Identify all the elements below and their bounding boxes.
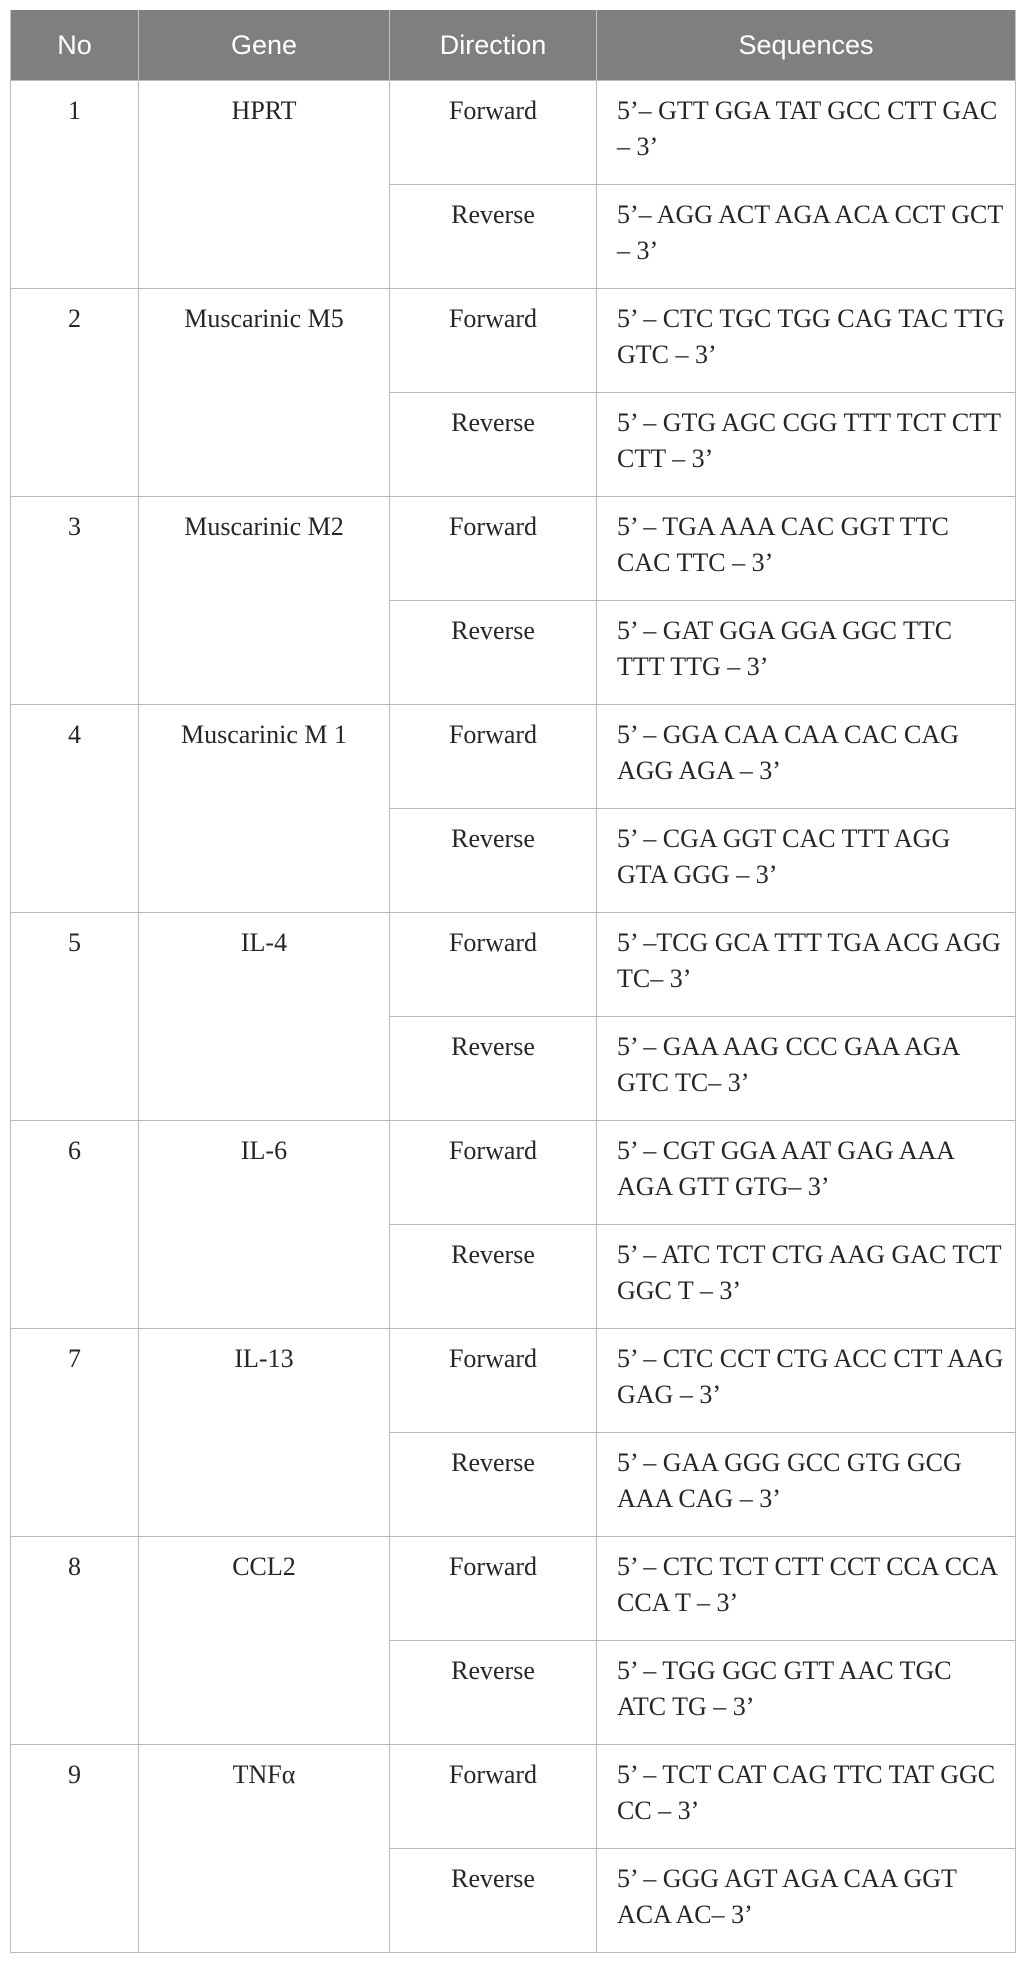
row-number: 2 (11, 289, 139, 497)
forward-sequence: 5’ – GGA CAA CAA CAC CAG AGG AGA – 3’ (597, 705, 1016, 809)
table-row (11, 913, 1016, 1017)
gene-name: IL-6 (139, 1121, 390, 1329)
forward-sequence: 5’ – CGT GGA AAT GAG AAA AGA GTT GTG– 3’ (597, 1121, 1016, 1225)
direction-forward: Forward (390, 1537, 597, 1641)
table-row (11, 1121, 1016, 1225)
forward-sequence: 5’ – TCT CAT CAG TTC TAT GGC CC – 3’ (597, 1745, 1016, 1849)
row-number: 4 (11, 705, 139, 913)
forward-sequence: 5’– GTT GGA TAT GCC CTT GAC – 3’ (597, 81, 1016, 185)
gene-name: Muscarinic M2 (139, 497, 390, 705)
table-header (11, 10, 1016, 81)
header-sequences: Sequences (597, 10, 1016, 81)
direction-reverse: Reverse (390, 393, 597, 497)
direction-forward: Forward (390, 497, 597, 601)
direction-reverse: Reverse (390, 1433, 597, 1537)
direction-forward: Forward (390, 1121, 597, 1225)
row-number: 7 (11, 1329, 139, 1537)
gene-name: Muscarinic M 1 (139, 705, 390, 913)
gene-name: IL-4 (139, 913, 390, 1121)
direction-forward: Forward (390, 1329, 597, 1433)
table-row (11, 497, 1016, 601)
row-number: 3 (11, 497, 139, 705)
direction-reverse: Reverse (390, 1849, 597, 1953)
table-row (11, 1537, 1016, 1641)
row-number: 6 (11, 1121, 139, 1329)
table-row (11, 705, 1016, 809)
gene-name: HPRT (139, 81, 390, 289)
header-direction: Direction (390, 10, 597, 81)
row-number: 9 (11, 1745, 139, 1953)
gene-name: Muscarinic M5 (139, 289, 390, 497)
direction-forward: Forward (390, 289, 597, 393)
gene-name: IL-13 (139, 1329, 390, 1537)
gene-name: TNFα (139, 1745, 390, 1953)
reverse-sequence: 5’ – ATC TCT CTG AAG GAC TCT GGC T – 3’ (597, 1225, 1016, 1329)
direction-reverse: Reverse (390, 1641, 597, 1745)
reverse-sequence: 5’ – GAA AAG CCC GAA AGA GTC TC– 3’ (597, 1017, 1016, 1121)
forward-sequence: 5’ – CTC CCT CTG ACC CTT AAG GAG – 3’ (597, 1329, 1016, 1433)
reverse-sequence: 5’ – GTG AGC CGG TTT TCT CTT CTT – 3’ (597, 393, 1016, 497)
row-number: 5 (11, 913, 139, 1121)
reverse-sequence: 5’ – TGG GGC GTT AAC TGC ATC TG – 3’ (597, 1641, 1016, 1745)
row-number: 8 (11, 1537, 139, 1745)
direction-forward: Forward (390, 705, 597, 809)
reverse-sequence: 5’– AGG ACT AGA ACA CCT GCT – 3’ (597, 185, 1016, 289)
forward-sequence: 5’ – TGA AAA CAC GGT TTC CAC TTC – 3’ (597, 497, 1016, 601)
direction-forward: Forward (390, 1745, 597, 1849)
header-gene: Gene (139, 10, 390, 81)
direction-reverse: Reverse (390, 809, 597, 913)
table-row (11, 1329, 1016, 1433)
forward-sequence: 5’ – CTC TCT CTT CCT CCA CCA CCA T – 3’ (597, 1537, 1016, 1641)
direction-forward: Forward (390, 913, 597, 1017)
direction-reverse: Reverse (390, 1225, 597, 1329)
table-row (11, 81, 1016, 185)
table-body (11, 81, 1016, 1953)
direction-reverse: Reverse (390, 1017, 597, 1121)
table-row (11, 1745, 1016, 1849)
header-row (11, 10, 1016, 81)
row-number: 1 (11, 81, 139, 289)
direction-reverse: Reverse (390, 185, 597, 289)
direction-forward: Forward (390, 81, 597, 185)
header-no: No (11, 10, 139, 81)
reverse-sequence: 5’ – GAA GGG GCC GTG GCG AAA CAG – 3’ (597, 1433, 1016, 1537)
reverse-sequence: 5’ – GGG AGT AGA CAA GGT ACA AC– 3’ (597, 1849, 1016, 1953)
gene-name: CCL2 (139, 1537, 390, 1745)
forward-sequence: 5’ – CTC TGC TGG CAG TAC TTG GTC – 3’ (597, 289, 1016, 393)
direction-reverse: Reverse (390, 601, 597, 705)
reverse-sequence: 5’ – GAT GGA GGA GGC TTC TTT TTG – 3’ (597, 601, 1016, 705)
table-row (11, 289, 1016, 393)
forward-sequence: 5’ –TCG GCA TTT TGA ACG AGG TC– 3’ (597, 913, 1016, 1017)
reverse-sequence: 5’ – CGA GGT CAC TTT AGG GTA GGG – 3’ (597, 809, 1016, 913)
primer-sequence-table (10, 10, 1016, 1953)
